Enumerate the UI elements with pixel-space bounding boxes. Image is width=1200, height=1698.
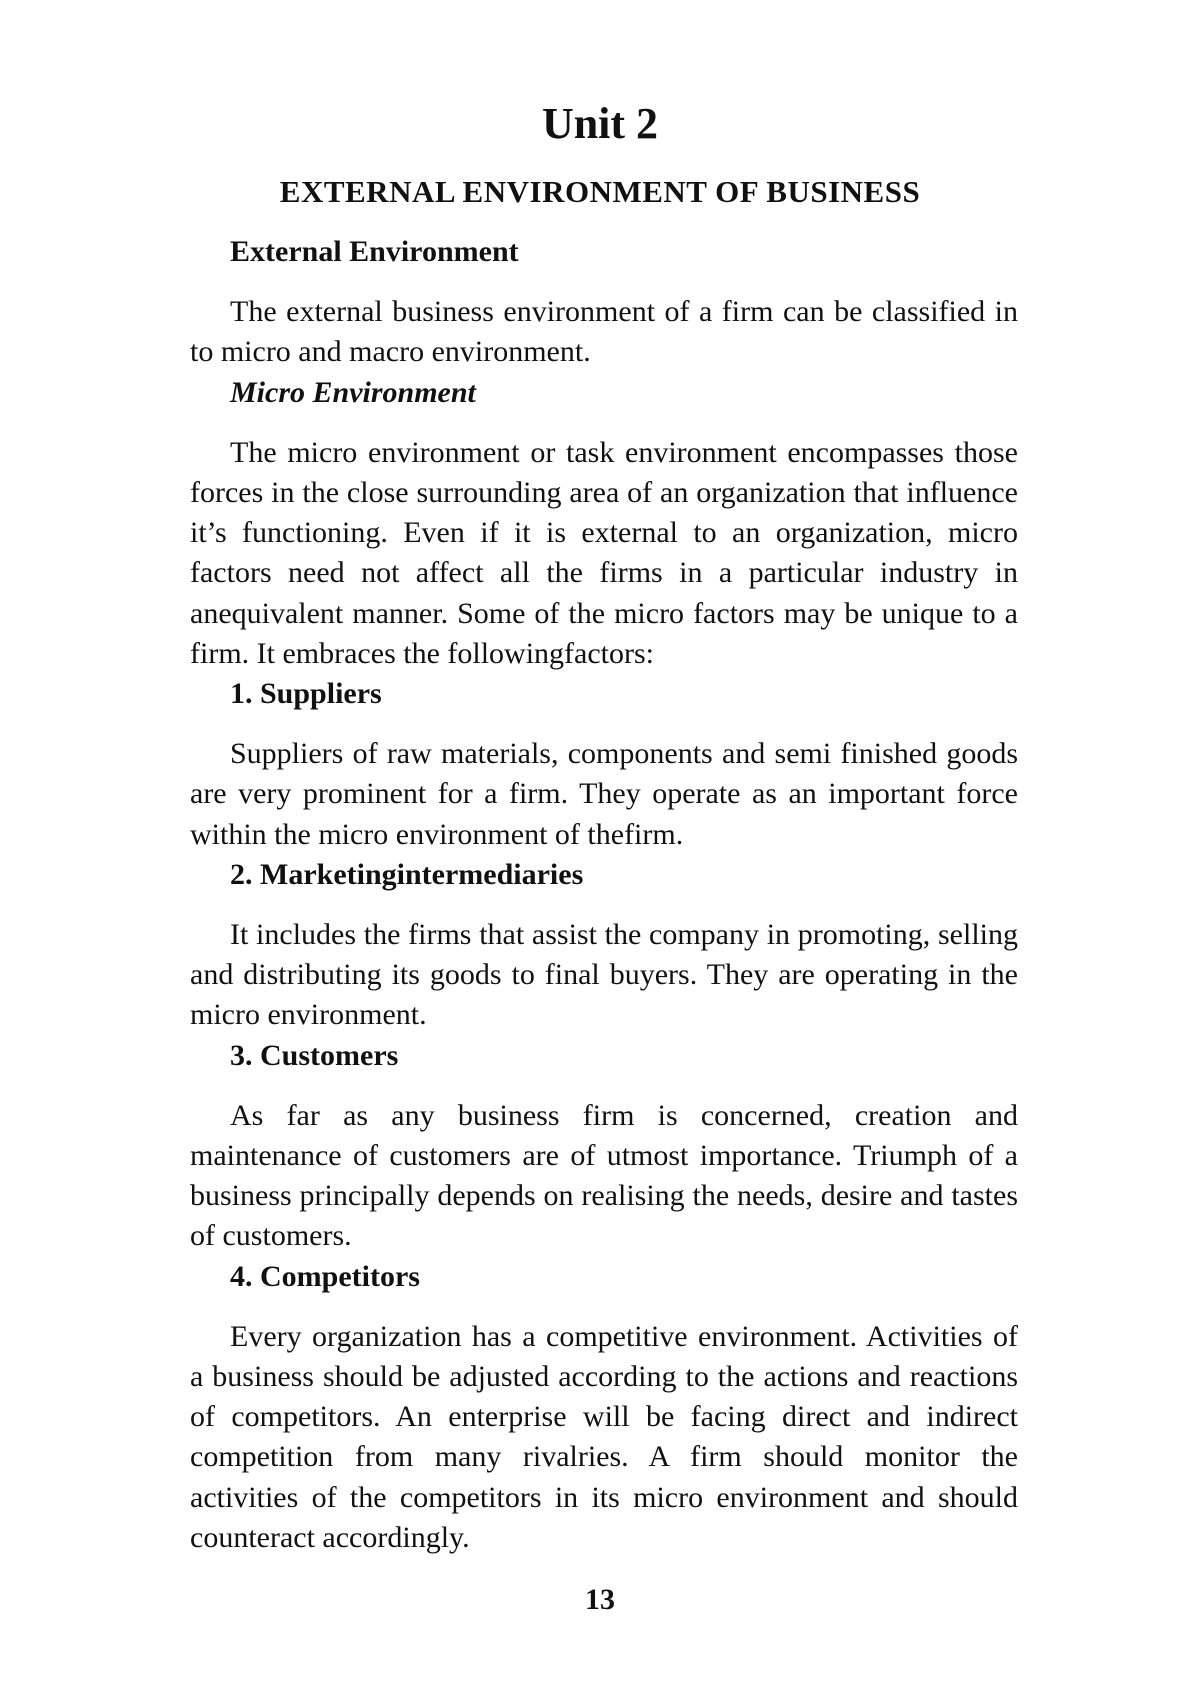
paragraph-competitors: Every organization has a competitive environment. Activities of a business should be adjusted according to the actions and reactions of competitors. An enterprise will be facing direct and indirect competition from many rivalries. A firm should monitor the activities of the competitors in its micro environment and should counteract accordingly.: [190, 1319, 1018, 1554]
section-heading-customers: 3. Customers: [230, 1038, 399, 1072]
section-heading-external-environment: External Environment: [230, 235, 519, 268]
paragraph-micro-environment: The micro environment or task environment encompasses those forces in the close surrounding area of an organization that influence it’s functioning. Even if it is external to an organization, micro factors need not affect all the firms in a particular industry in anequivalent manner. Some of the micro factors may be unique to a firm. It embraces the followingfactors:: [190, 435, 1018, 670]
section-heading-micro-environment: Micro Environment: [230, 375, 476, 409]
paragraph-external-environment: The external business environment of a firm can be classified in to micro and macro environment.: [190, 295, 1018, 369]
paragraph-suppliers: Suppliers of raw materials, components and semi finished goods are very prominent for a firm. They operate as an important force within the micro environment of thefirm.: [190, 737, 1018, 851]
paragraph-marketing-intermediaries: It includes the firms that assist the company in promoting, selling and distributing its goods to final buyers. They are operating in the micro environment.: [190, 918, 1018, 1032]
section-heading-competitors: 4. Competitors: [230, 1259, 420, 1293]
section-heading-suppliers: 1. Suppliers: [230, 677, 382, 711]
paragraph-customers: As far as any business firm is concerned, creation and maintenance of customers are of utmost importance. Triumph of a business principally depends on realising the needs, desire and tastes of customers.: [190, 1098, 1018, 1253]
chapter-title: EXTERNAL ENVIRONMENT OF BUSINESS: [279, 174, 921, 209]
page-content: [190, 232, 1018, 1558]
unit-title: Unit 2: [541, 99, 659, 148]
page-number: 13: [585, 1583, 615, 1616]
section-heading-marketing-intermediaries: 2. Marketingintermediaries: [230, 857, 584, 891]
